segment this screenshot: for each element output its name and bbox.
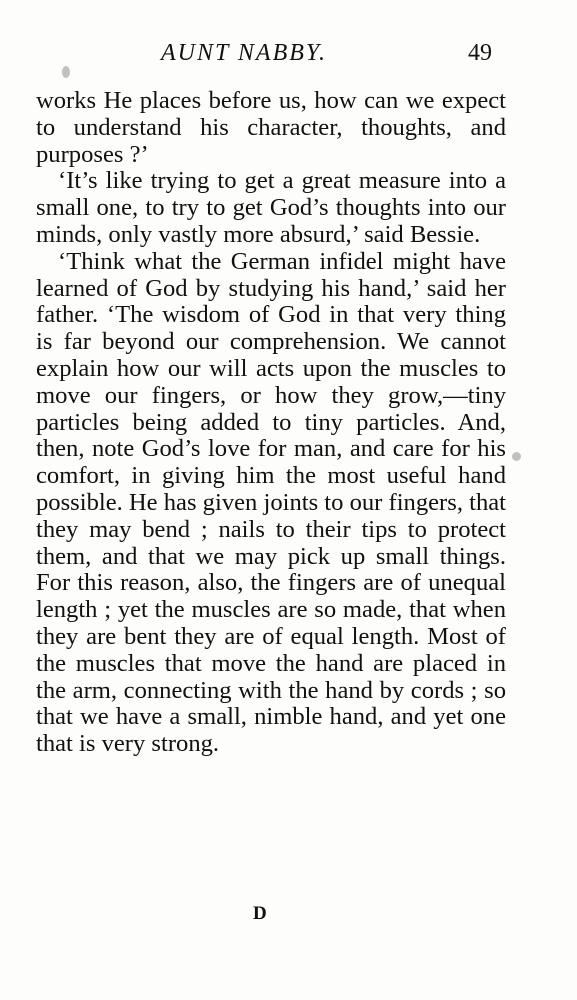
page-header <box>36 40 506 76</box>
paragraph-continuation: works He places before us, how can we expect to understand his character, thoughts, and purposes ?’ <box>36 87 506 168</box>
ink-speck <box>512 452 521 461</box>
running-title: AUNT NABBY. <box>161 40 328 66</box>
signature-mark: D <box>253 903 268 924</box>
paragraph-father: ‘Think what the German infidel might have learned of God by studying his hand,’ said her father. ‘The wisdom of God in that very thing is far beyond our comprehension. We cannot explain how our will acts upon the muscles to move our fingers, or how they grow,—tiny particles being added to tiny particles. And, then, note God’s love for man, and care for his comfort, in giving him the most useful hand possible. He has given joints to our fingers, that they may bend ; nails to their tips to protect them, and that we may pick up small things. For this reason, also, the fingers are of unequal length ; yet the muscles are so made, that when they are bent they are of equal length. Most of the muscles that move the hand are placed in the arm, connecting with the hand by cords ; so that we have a small, nimble hand, and yet one that is very strong. <box>36 247 506 758</box>
body-text <box>36 88 506 758</box>
page-number: 49 <box>468 40 492 66</box>
paragraph-bessie: ‘It’s like trying to get a great measure into a small one, to try to get God’s thoughts into our minds, only vastly more absurd,’ said Bessie. <box>36 167 506 248</box>
